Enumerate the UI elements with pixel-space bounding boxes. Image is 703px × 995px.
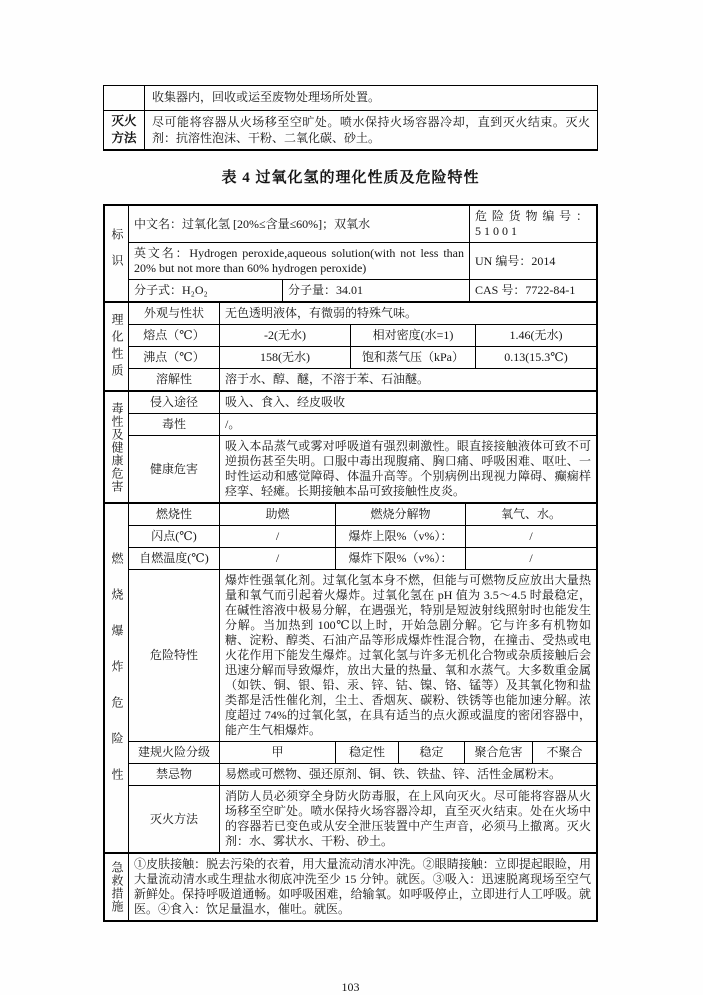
table-row — [129, 547, 596, 569]
toxicity-rows — [129, 392, 596, 502]
molecular-formula-cell: 分子式：H₂O₂ — [134, 283, 208, 297]
fire-explosion-rows — [129, 504, 596, 852]
explosion-upper-limit-value: / — [465, 526, 596, 547]
explosion-upper-limit-label: 爆炸上限%（v%）： — [335, 526, 465, 547]
first-aid-section-label: 急救措施 — [105, 854, 129, 920]
table-row — [129, 303, 596, 324]
boiling-point-label: 沸点（℃） — [143, 350, 205, 364]
combustion-products-label: 燃烧分解物 — [335, 504, 465, 525]
exposure-route-value: 吸入、食入、经皮吸收 — [219, 392, 596, 413]
toxicity-label: 毒性 — [161, 417, 186, 431]
section-fire-explosion — [105, 502, 596, 852]
table-row — [129, 392, 596, 413]
hydrogen-peroxide-hazard-table — [103, 204, 598, 922]
incompatibles-label: 禁忌物 — [155, 767, 192, 781]
dangerous-goods-number-cell: 危险货物编号：51001 — [469, 206, 596, 242]
table-row — [129, 785, 596, 852]
melting-point-value: -2(无水) — [219, 325, 350, 346]
solubility-value: 溶于水、醇、醚，不溶于苯、石油醚。 — [219, 369, 596, 390]
polymerization-hazard-value: 不聚合 — [532, 742, 596, 763]
chinese-name-cell: 中文名：过氧化氢 [20%≤含量≤60%]；双氧水 — [134, 216, 371, 231]
melting-point-label: 熔点（℃） — [143, 328, 205, 342]
physical-properties-rows — [129, 303, 596, 390]
table-row — [129, 763, 596, 785]
table-row — [129, 854, 596, 920]
building-fire-rating-label: 建规火险分级 — [137, 745, 210, 759]
molecular-weight-cell: 分子量：34.01 — [282, 280, 469, 301]
english-name-cell: 英文名：Hydrogen peroxide,aqueous solution(with not less than 20% but not more than 60% hydrogen peroxide) — [134, 246, 464, 275]
health-hazard-label: 健康危害 — [149, 461, 198, 476]
section-first-aid — [105, 852, 596, 920]
fire-explosion-section-label: 燃烧爆炸危险性 — [105, 504, 129, 852]
stability-label: 稳定性 — [335, 742, 398, 763]
combustion-products-value: 氧气、水。 — [465, 504, 596, 525]
toxicity-value: /。 — [219, 414, 596, 435]
section-physical-properties — [105, 301, 596, 390]
exposure-route-label: 侵入途径 — [149, 395, 198, 409]
identification-rows — [129, 206, 596, 301]
physical-properties-section-label: 理化性质 — [105, 303, 129, 390]
cas-number-cell: CAS 号：7722-84-1 — [469, 280, 596, 301]
first-aid-text: ①皮肤接触：脱去污染的衣着，用大量流动清水冲洗。②眼睛接触：立即提起眼睑，用大量流动清水或生理盐水彻底冲洗至少 15 分钟。就医。③吸入：迅速脱离现场至空气新鲜处。保持呼吸道通畅。如呼吸困难，给输氧。如呼吸停止，立即进行人工呼吸。就医。④食入：饮足量温水，催吐。就医。 — [134, 857, 591, 916]
fire-method-row-label: 灭火方法 — [104, 111, 145, 149]
table-row — [104, 86, 597, 110]
incompatibles-value: 易燃或可燃物、强还原剂、铜、铁、铁盐、锌、活性金属粉末。 — [219, 764, 596, 785]
extinguishing-method-value: 消防人员必须穿全身防火防毒服，在上风向灭火。尽可能将容器从火场移至空旷处。喷水保持火场容器冷却，直至灭火结束。处在火场中的容器若已变色或从安全泄压装置中产生声音，必须马上撤离。灭火剂：水、雾状水、干粉、砂土。 — [219, 786, 596, 852]
first-aid-rows — [129, 854, 596, 920]
flammability-label: 燃烧性 — [155, 507, 192, 521]
table-row — [129, 279, 596, 301]
document-page — [103, 85, 598, 995]
toxicity-section-label: 毒性及健康危害 — [105, 392, 129, 502]
page-number: 103 — [341, 980, 360, 994]
table-row — [129, 741, 596, 763]
table-row — [129, 413, 596, 435]
section-identification — [105, 206, 596, 301]
stability-value: 稳定 — [398, 742, 464, 763]
relative-density-value: 1.46(无水) — [475, 325, 596, 346]
extinguishing-method-label: 灭火方法 — [149, 811, 198, 826]
saturated-vapor-pressure-label: 饱和蒸气压（kPa） — [350, 347, 475, 368]
autoignition-temp-label: 自燃温度(℃) — [139, 551, 209, 565]
polymerization-hazard-label: 聚合危害 — [464, 742, 532, 763]
autoignition-temp-value: / — [219, 548, 335, 569]
un-number-cell: UN 编号：2014 — [469, 243, 596, 279]
empty-label-cell — [104, 86, 145, 110]
table-row — [129, 525, 596, 547]
hazardous-characteristics-value: 爆炸性强氧化剂。过氧化氢本身不燃，但能与可燃物反应放出大量热量和氧气而引起着火爆炸。过氧化氢在 pH 值为 3.5～4.5 时最稳定，在碱性溶液中极易分解，在遇强光，特别是短波射线照射时也能发生分解。当加热到 100℃以上时，开始急剧分解。它与许多有机物如糖、淀粉、醇类、石油产品等形成爆炸性混合物，在撞击、受热或电火花作用下能发生爆炸。过氧化氢与许多无机化合物或杂质接触后会迅速分解而导致爆炸，放出大量的热量、氧和水蒸气。大多数重金属（如铁、铜、银、铅、汞、锌、钴、镍、铬、锰等）及其氧化物和盐类都是活性催化剂，尘土、香烟灰、碳粉、铁锈等也能加速分解。浓度超过 74%的过氧化氢，在具有适当的点火源或温度的密闭容器中，能产生气相爆炸。 — [219, 570, 596, 741]
table-row — [129, 346, 596, 368]
appearance-label: 外观与性状 — [143, 306, 204, 320]
appearance-value: 无色透明液体，有微弱的特殊气味。 — [219, 303, 596, 324]
table-row — [129, 206, 596, 242]
flash-point-value: / — [219, 526, 335, 547]
hazardous-characteristics-label: 危险特性 — [149, 648, 198, 662]
boiling-point-value: 158(无水) — [219, 347, 350, 368]
saturated-vapor-pressure-value: 0.13(15.3℃) — [475, 347, 596, 368]
building-fire-rating-value: 甲 — [219, 742, 335, 763]
table-row — [129, 504, 596, 525]
table-row — [129, 435, 596, 502]
health-hazard-value: 吸入本品蒸气或雾对呼吸道有强烈刺激性。眼直接接触液体可致不可逆损伤甚至失明。口服中毒出现腹痛、胸口痛、呼吸困难、呕吐、一时性运动和感觉障碍、体温升高等。个别病例出现视力障碍、癫痫样痉挛、轻瘫。长期接触本品可致接触性皮炎。 — [219, 436, 596, 502]
table-row — [129, 242, 596, 279]
table-row — [104, 110, 597, 149]
section-toxicity-health — [105, 390, 596, 502]
solubility-label: 溶解性 — [155, 372, 192, 386]
explosion-lower-limit-value: / — [465, 548, 596, 569]
table4-title: 表 4 过氧化氢的理化性质及危险特性 — [221, 170, 480, 186]
identification-section-label: 标识 — [105, 206, 129, 301]
table-row — [129, 368, 596, 390]
waste-disposal-continuation-text: 收集器内，回收或运至废物处理场所处置。 — [152, 90, 381, 104]
table-row — [129, 569, 596, 741]
previous-table-fragment — [103, 85, 598, 151]
table-row — [129, 324, 596, 346]
relative-density-label: 相对密度(水=1) — [350, 325, 475, 346]
flammability-value: 助燃 — [219, 504, 335, 525]
fire-method-row-text: 尽可能将容器从火场移至空旷处。喷水保持火场容器冷却，直到灭火结束。灭火剂：抗溶性泡沫、干粉、二氧化碳、砂土。 — [152, 115, 590, 145]
explosion-lower-limit-label: 爆炸下限%（v%）： — [335, 548, 465, 569]
flash-point-label: 闪点(℃) — [151, 529, 197, 543]
